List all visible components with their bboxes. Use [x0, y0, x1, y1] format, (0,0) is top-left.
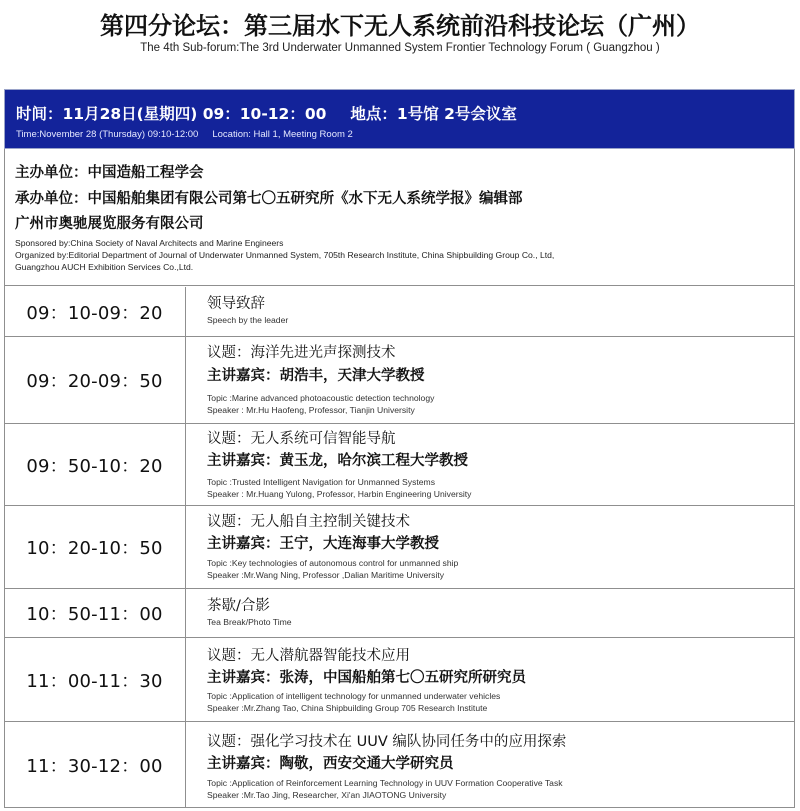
schedule-row [4, 722, 795, 808]
session-speaker: 主讲嘉宾：张涛，中国船舶第七〇五研究所研究员 [207, 670, 526, 686]
banner-en-line [16, 129, 353, 140]
session-speaker: 主讲嘉宾：王宁，大连海事大学教授 [207, 536, 439, 552]
schedule-row [4, 337, 795, 424]
schedule-row [4, 638, 795, 722]
session-time: 11：30-12：00 [4, 722, 186, 807]
session-content [207, 337, 795, 423]
session-topic-en: Topic :Key technologies of autonomous control for unmanned ship [207, 558, 459, 568]
schedule-row [4, 589, 795, 638]
session-content [207, 638, 795, 721]
session-content [207, 506, 795, 588]
session-content [207, 424, 795, 505]
session-topic-en: Topic :Marine advanced photoacoustic detection technology [207, 393, 435, 403]
session-time: 09：50-10：20 [4, 424, 186, 505]
schedule-row [4, 287, 795, 337]
banner-location: 地点：1号馆 2号会议室 [350, 105, 517, 123]
session-speaker-en: Speaker :Mr.Zhang Tao, China Shipbuilding Group 705 Research Institute [207, 702, 488, 713]
session-time: 09：20-09：50 [4, 337, 186, 423]
banner-time-en: Time:November 28 (Thursday) 09:10-12:00 [16, 129, 199, 140]
session-content [207, 287, 795, 336]
organizer2-en: Guangzhou AUCH Exhibition Services Co.,Ltd. [15, 262, 194, 272]
session-title: 领导致辞 [207, 296, 265, 312]
page-subtitle: The 4th Sub-forum:The 3rd Underwater Unmanned System Frontier Technology Forum ( Guangzhou ) [140, 42, 660, 54]
sponsor-en: Sponsored by:China Society of Naval Architects and Marine Engineers [15, 238, 284, 248]
schedule-row [4, 424, 795, 506]
session-topic-en: Topic :Application of intelligent technology for unmanned underwater vehicles [207, 691, 501, 701]
session-topic: 议题：强化学习技术在 UUV 编队协同任务中的应用探索 [207, 734, 567, 750]
organizer-en: Organized by:Editorial Department of Journal of Underwater Unmanned System, 705th Research Institute, China Shipbuilding Group Co., Ltd, [15, 250, 555, 260]
session-topic: 议题：无人船自主控制关键技术 [207, 514, 410, 530]
session-title-en: Tea Break/Photo Time [207, 617, 292, 627]
session-time: 11：00-11：30 [4, 638, 186, 721]
session-time: 10：50-11：00 [4, 589, 186, 637]
banner-time: 时间：11月28日(星期四) 09：10-12：00 [16, 105, 327, 123]
session-topic-en: Topic :Application of Reinforcement Learning Technology in UUV Formation Cooperative Task [207, 778, 563, 788]
session-topic: 议题：无人系统可信智能导航 [207, 431, 396, 447]
session-speaker-en: Speaker : Mr.Huang Yulong, Professor, Harbin Engineering University [207, 488, 472, 499]
session-speaker: 主讲嘉宾：黄玉龙，哈尔滨工程大学教授 [207, 453, 468, 469]
session-content [207, 589, 795, 637]
organizer-zh: 承办单位：中国船舶集团有限公司第七〇五研究所《水下无人系统学报》编辑部 [15, 191, 523, 207]
session-speaker: 主讲嘉宾：陶敬，西安交通大学研究员 [207, 756, 454, 772]
session-content [207, 722, 795, 807]
time-location-banner [4, 89, 795, 149]
organizers-section [4, 149, 795, 286]
banner-zh-line [16, 102, 517, 124]
session-speaker-en: Speaker :Mr.Tao Jing, Researcher, Xi'an JIAOTONG University [207, 789, 447, 800]
session-time: 10：20-10：50 [4, 506, 186, 588]
session-topic-en: Topic :Trusted Intelligent Navigation for Unmanned Systems [207, 477, 436, 487]
session-title: 茶歇/合影 [207, 598, 270, 614]
session-topic: 议题：海洋先进光声探测技术 [207, 345, 396, 361]
organizers-en [15, 237, 554, 273]
session-time: 09：10-09：20 [4, 287, 186, 336]
session-speaker: 主讲嘉宾：胡浩丰，天津大学教授 [207, 368, 425, 384]
schedule-row [4, 506, 795, 589]
sponsor-zh: 主办单位：中国造船工程学会 [15, 165, 204, 181]
organizer2-zh: 广州市奥驰展览服务有限公司 [15, 216, 204, 232]
session-speaker-en: Speaker : Mr.Hu Haofeng, Professor, Tianjin University [207, 404, 415, 415]
page-title: 第四分论坛：第三届水下无人系统前沿科技论坛（广州） [100, 12, 700, 40]
session-speaker-en: Speaker :Mr.Wang Ning, Professor ,Dalian Maritime University [207, 569, 445, 580]
session-topic: 议题：无人潜航器智能技术应用 [207, 648, 410, 664]
session-title-en: Speech by the leader [207, 315, 289, 325]
banner-location-en: Location: Hall 1, Meeting Room 2 [212, 129, 353, 140]
